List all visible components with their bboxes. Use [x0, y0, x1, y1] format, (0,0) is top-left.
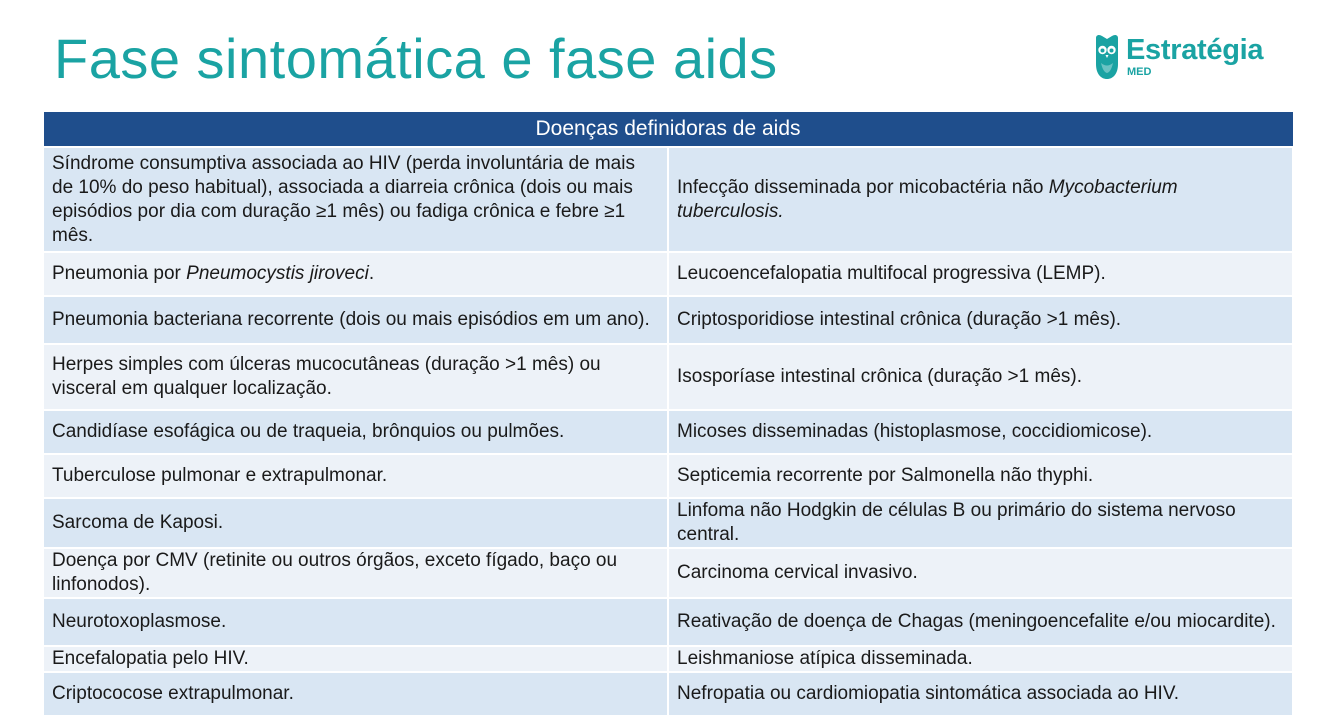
cell-text: Infecção disseminada por micobactéria não	[677, 176, 1049, 198]
disease-cell-right	[668, 598, 1293, 646]
cell-text: Criptosporidiose intestinal crônica (duração >1 mês).	[677, 309, 1122, 330]
disease-cell-left	[43, 344, 668, 410]
table-row	[43, 147, 1293, 252]
cell-text: Micoses disseminadas (histoplasmose, coccidiomicose).	[677, 421, 1153, 442]
cell-text: Nefropatia ou cardiomiopatia sintomática associada ao HIV.	[677, 683, 1180, 704]
disease-cell-right	[668, 672, 1293, 716]
cell-text: Carcinoma cervical invasivo.	[677, 562, 918, 583]
cell-text: Pneumonia por	[52, 263, 187, 284]
cell-text: Neurotoxoplasmose.	[52, 611, 227, 632]
disease-cell-left	[43, 147, 668, 252]
table-header-row	[43, 112, 1293, 148]
disease-cell-left	[43, 498, 668, 548]
cell-text: Herpes simples com úlceras mucocutâneas (duração >1 mês) ou visceral em qualquer localização.	[52, 354, 601, 399]
disease-cell-left	[43, 296, 668, 344]
disease-cell-right	[668, 454, 1293, 498]
cell-text: Reativação de doença de Chagas (meningoencefalite e/ou miocardite).	[677, 611, 1276, 632]
disease-cell-left	[43, 410, 668, 454]
table-row	[43, 454, 1293, 498]
disease-cell-left	[43, 252, 668, 296]
disease-cell-right	[668, 410, 1293, 454]
disease-cell-right	[668, 296, 1293, 344]
table-row	[43, 252, 1293, 296]
cell-text: Tuberculose pulmonar e extrapulmonar.	[52, 465, 388, 486]
table-row	[43, 410, 1293, 454]
cell-text: Pneumonia bacteriana recorrente (dois ou mais episódios em um ano).	[52, 309, 650, 330]
disease-cell-right	[668, 548, 1293, 598]
logo-wordmark: Estratégia	[1126, 34, 1264, 66]
aids-defining-diseases-table	[42, 111, 1294, 717]
cell-text: Criptococose extrapulmonar.	[52, 683, 294, 704]
disease-cell-left	[43, 646, 668, 672]
logo-subtitle: MED	[1127, 66, 1152, 78]
table-header: Doenças definidoras de aids	[43, 112, 1293, 148]
disease-cell-left	[43, 548, 668, 598]
cell-text: Leucoencefalopatia multifocal progressiva (LEMP).	[677, 263, 1106, 284]
cell-text: Encefalopatia pelo HIV.	[52, 648, 249, 669]
cell-text: Candidíase esofágica ou de traqueia, brônquios ou pulmões.	[52, 421, 565, 442]
cell-text: Doença por CMV (retinite ou outros órgãos, exceto fígado, baço ou linfonodos).	[52, 550, 618, 595]
slide-title: Fase sintomática e fase aids	[54, 27, 778, 90]
cell-text: Síndrome consumptiva associada ao HIV (perda involuntária de mais de 10% do peso habitual), associada a diarreia crônica (dois ou mais episódios por dia com duração ≥1 mês) ou fadiga crônica e febre ≥1 mês.	[52, 152, 635, 246]
cell-text: Sarcoma de Kaposi.	[52, 512, 224, 533]
table-row	[43, 548, 1293, 598]
table-row	[43, 498, 1293, 548]
italic-text: Mycobacterium tuberculosis.	[677, 176, 1178, 222]
disease-cell-right	[668, 646, 1293, 672]
disease-cell-right	[668, 252, 1293, 296]
disease-cell-left	[43, 454, 668, 498]
table-row	[43, 672, 1293, 716]
disease-cell-right	[668, 147, 1293, 252]
table-row	[43, 646, 1293, 672]
table-body	[43, 147, 1293, 716]
cell-text: Septicemia recorrente por Salmonella não thyphi.	[677, 465, 1094, 486]
disease-cell-left	[43, 598, 668, 646]
italic-text: Pneumocystis jiroveci	[186, 263, 369, 284]
disease-cell-right	[668, 498, 1293, 548]
table-row	[43, 296, 1293, 344]
owl-icon	[1094, 34, 1120, 80]
cell-text: Leishmaniose atípica disseminada.	[677, 648, 973, 669]
table-row	[43, 598, 1293, 646]
estrategia-logo	[1094, 32, 1274, 82]
cell-text: Isosporíase intestinal crônica (duração >1 mês).	[677, 366, 1083, 387]
aids-defining-diseases-table-wrap	[42, 111, 1292, 717]
disease-cell-right	[668, 344, 1293, 410]
table-row	[43, 344, 1293, 410]
cell-text: .	[368, 263, 375, 284]
disease-cell-left	[43, 672, 668, 716]
cell-text: Linfoma não Hodgkin de células B ou primário do sistema nervoso central.	[677, 500, 1236, 545]
